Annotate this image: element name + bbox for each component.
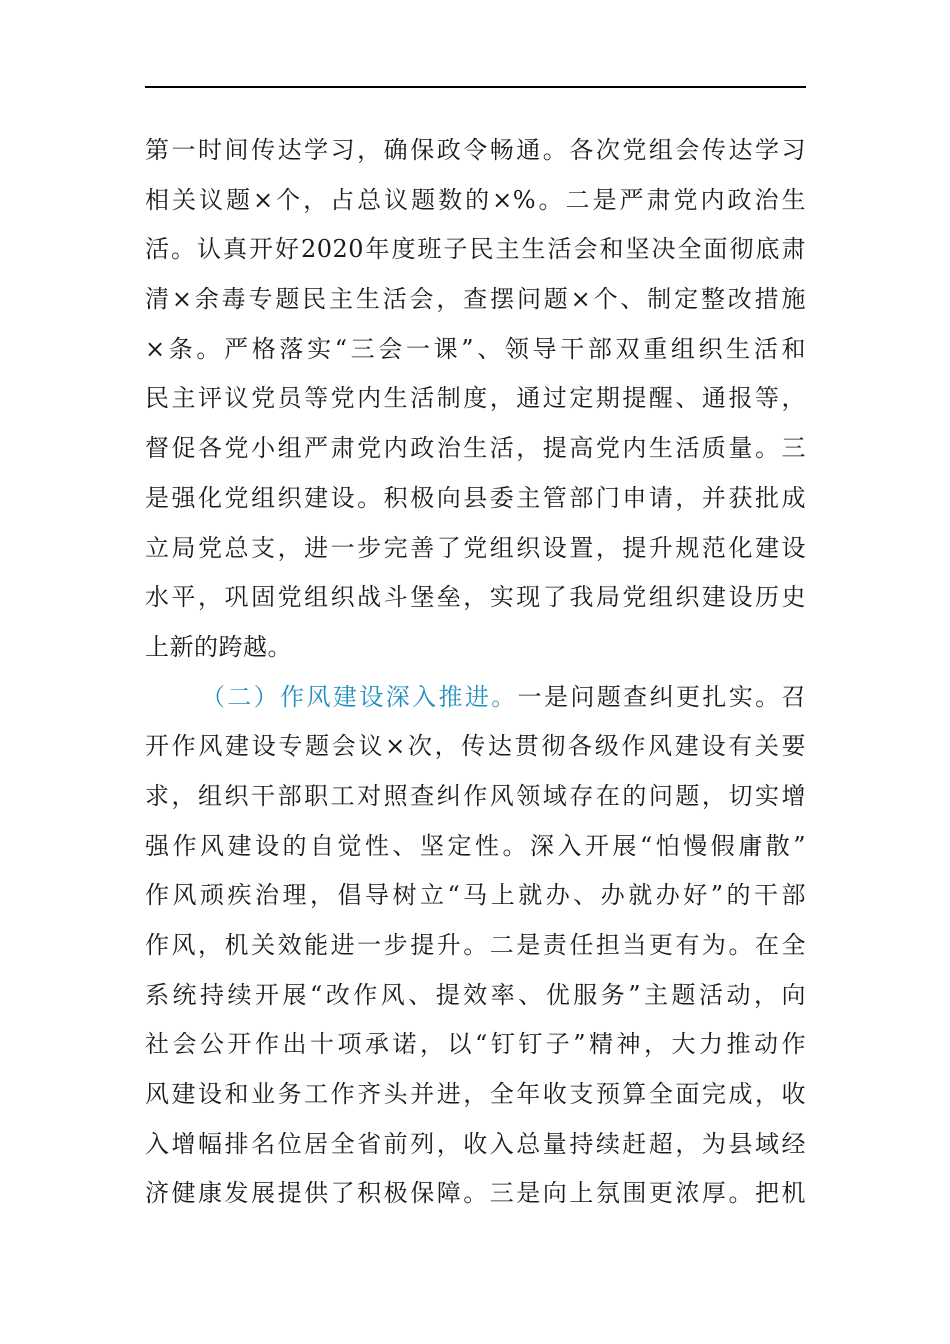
text-line: 民主评议党员等党内生活制度，通过定期提醒、通报等， bbox=[145, 384, 806, 413]
text-line: 第一时间传达学习，确保政令畅通。各次党组会传达学习 bbox=[145, 136, 806, 164]
document-body bbox=[145, 126, 806, 1219]
text-line: 上新的跨越。 bbox=[145, 632, 292, 661]
text-line: 求，组织干部职工对照查纠作风领域存在的问题，切实增 bbox=[145, 781, 806, 810]
text-line: 清×余毒专题民主生活会，查摆问题×个、制定整改措施 bbox=[145, 285, 806, 314]
text-line: 作风，机关效能进一步提升。二是责任担当更有为。在全 bbox=[145, 931, 806, 959]
text-line: 风建设和业务工作齐头并进，全年收支预算全面完成，收 bbox=[145, 1080, 806, 1109]
text-line: 是强化党组织建设。积极向县委主管部门申请，并获批成 bbox=[145, 483, 806, 512]
text-line: 济健康发展提供了积极保障。三是向上氛围更浓厚。把机 bbox=[145, 1179, 806, 1208]
text-line: 作风顽疾治理，倡导树立“马上就办、办就办好”的干部 bbox=[145, 881, 806, 910]
text-line: 入增幅排名位居全省前列，收入总量持续赶超，为县域经 bbox=[145, 1129, 806, 1158]
paragraph-2 bbox=[145, 673, 806, 1220]
paragraph-1 bbox=[145, 126, 806, 673]
text-line: ×条。严格落实“三会一课”、领导干部双重组织生活和 bbox=[145, 334, 806, 363]
text-line: 活。认真开好2020年度班子民主生活会和坚决全面彻底肃 bbox=[145, 235, 806, 264]
text-line: 督促各党小组严肃党内政治生活，提高党内生活质量。三 bbox=[145, 434, 806, 463]
text-line: 系统持续开展“改作风、提效率、优服务”主题活动，向 bbox=[145, 980, 806, 1009]
text-line: 开作风建设专题会议×次，传达贯彻各级作风建设有关要 bbox=[145, 732, 806, 761]
text-span: 一是问题查纠更扎实。召 bbox=[517, 682, 807, 711]
text-line: 强作风建设的自觉性、坚定性。深入开展“怕慢假庸散” bbox=[145, 831, 806, 860]
text-line: 相关议题×个，占总议题数的×%。二是严肃党内政治生 bbox=[145, 185, 806, 214]
text-line: 社会公开作出十项承诺，以“钉钉子”精神，大力推动作 bbox=[145, 1030, 806, 1059]
text-line: 立局党总支，进一步完善了党组织设置，提升规范化建设 bbox=[145, 533, 806, 562]
section-heading-line bbox=[145, 673, 806, 723]
text-line: 水平，巩固党组织战斗堡垒，实现了我局党组织建设历史 bbox=[145, 583, 806, 612]
section-heading: （二）作风建设深入推进。 bbox=[201, 682, 518, 711]
header-rule bbox=[145, 86, 806, 88]
